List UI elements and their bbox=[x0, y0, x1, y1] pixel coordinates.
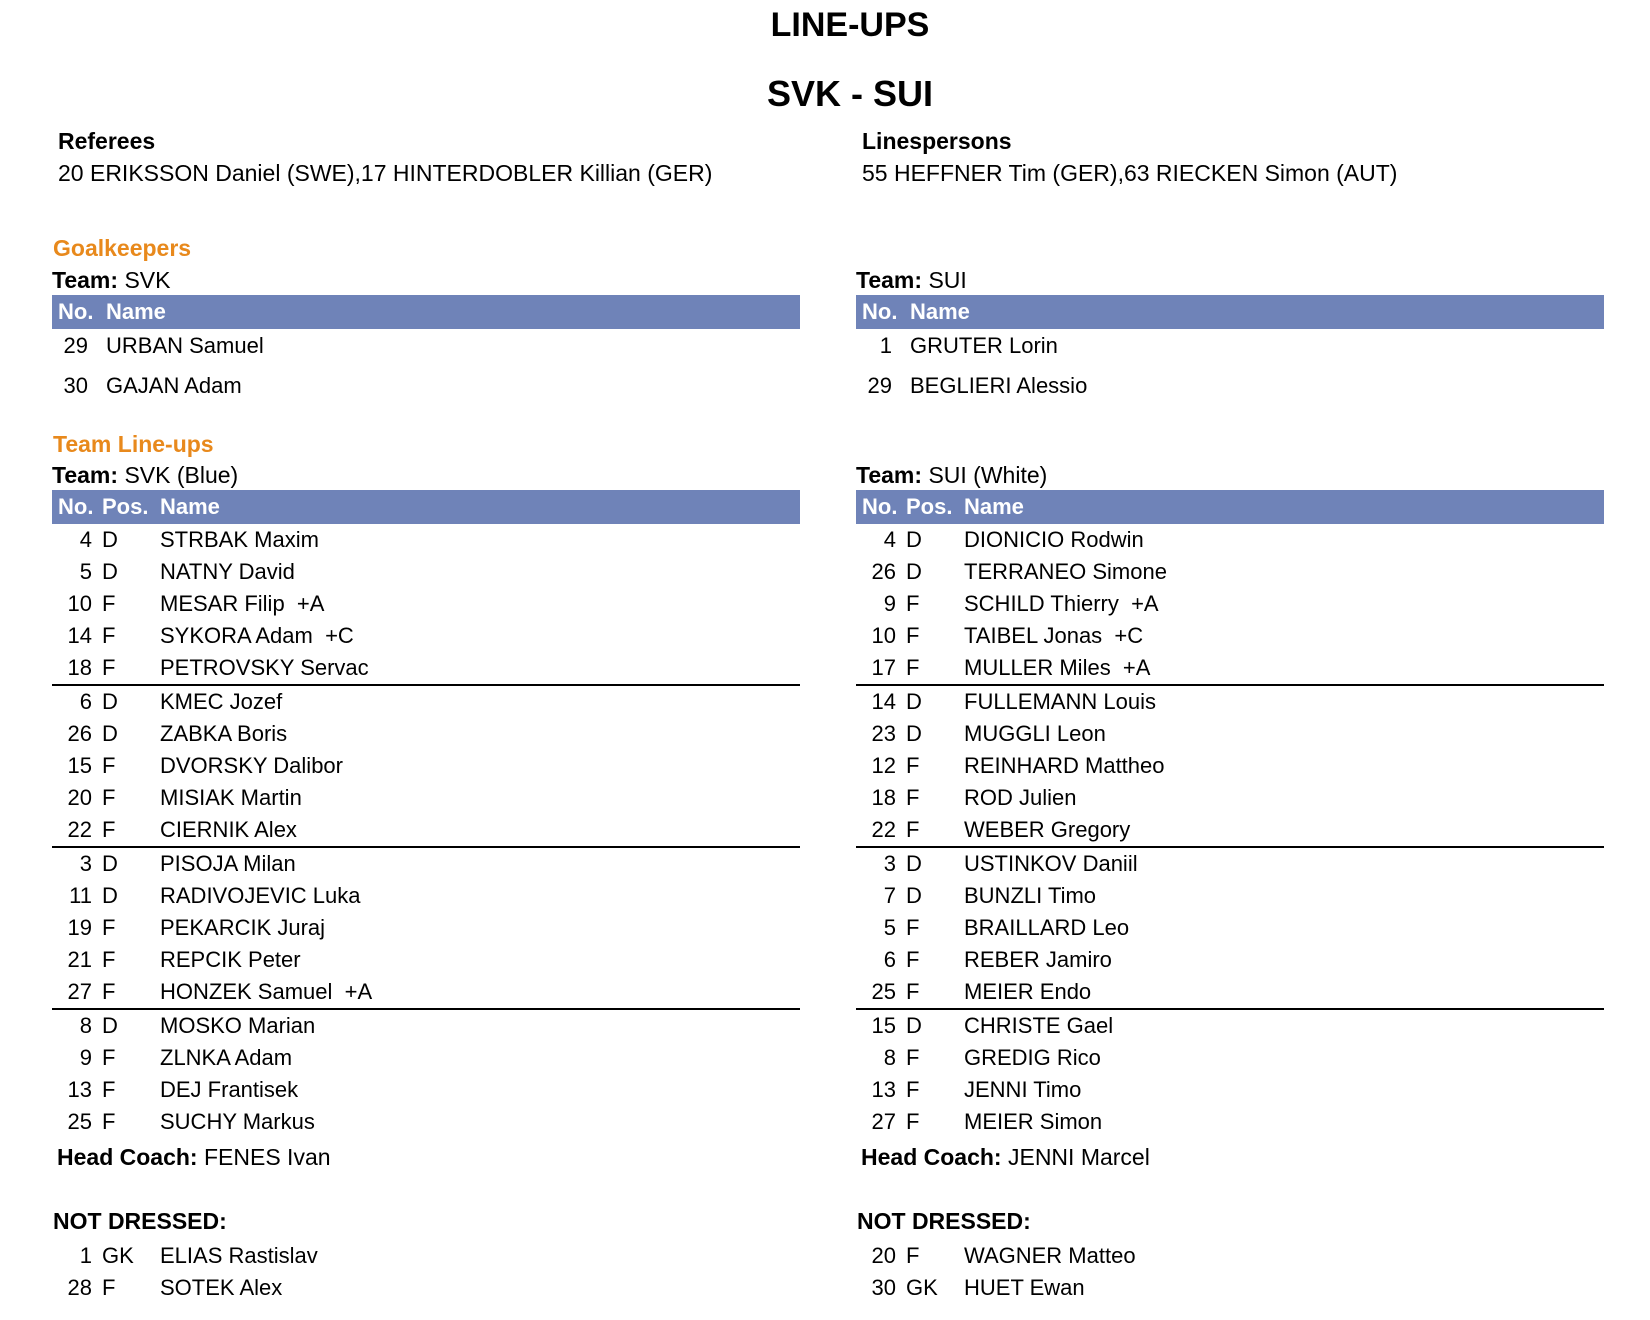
svk-coach-name: FENES Ivan bbox=[203, 1144, 331, 1170]
goalkeepers-section-title: Goalkeepers bbox=[53, 235, 192, 261]
player-number: 17 bbox=[871, 655, 896, 680]
header-no: No. bbox=[862, 494, 898, 519]
player-name: SOTEK Alex bbox=[160, 1275, 283, 1300]
table-row bbox=[856, 976, 1604, 1008]
player-name: GAJAN Adam bbox=[106, 373, 242, 398]
sui-coach-name: JENNI Marcel bbox=[1007, 1144, 1150, 1170]
player-number: 13 bbox=[871, 1077, 896, 1102]
svk-lineup-team: SVK (Blue) bbox=[124, 462, 239, 488]
lineup-table-header bbox=[52, 490, 800, 524]
table-row bbox=[52, 1042, 800, 1074]
player-number: 28 bbox=[67, 1275, 92, 1300]
table-row bbox=[856, 782, 1604, 814]
player-name: MEIER Simon bbox=[964, 1109, 1103, 1134]
table-row bbox=[52, 524, 800, 556]
header-no: No. bbox=[862, 299, 898, 324]
player-number: 18 bbox=[67, 655, 92, 680]
sui-head-coach bbox=[861, 1144, 1150, 1171]
player-number: 25 bbox=[67, 1109, 92, 1134]
player-position: F bbox=[906, 1243, 920, 1268]
table-row bbox=[52, 588, 800, 620]
table-row bbox=[52, 329, 800, 369]
player-position: D bbox=[906, 689, 922, 714]
player-number: 14 bbox=[67, 623, 92, 648]
player-name: PETROVSKY Servac bbox=[160, 655, 369, 680]
player-position: F bbox=[906, 979, 920, 1004]
player-number: 10 bbox=[67, 591, 92, 616]
svk-lineup bbox=[52, 460, 800, 1138]
player-name: WEBER Gregory bbox=[964, 817, 1131, 842]
player-name: REBER Jamiro bbox=[964, 947, 1112, 972]
table-row bbox=[52, 1010, 800, 1042]
player-number: 27 bbox=[871, 1109, 896, 1134]
referees-value: 20 ERIKSSON Daniel (SWE),17 HINTERDOBLER Killian (GER) bbox=[58, 160, 713, 186]
player-number: 1 bbox=[79, 1243, 92, 1268]
sui-line-2 bbox=[856, 686, 1604, 848]
table-row bbox=[856, 686, 1604, 718]
match-title: SVK - SUI bbox=[766, 73, 934, 114]
table-row bbox=[52, 652, 800, 684]
player-name: MOSKO Marian bbox=[160, 1013, 316, 1038]
player-position: F bbox=[906, 915, 920, 940]
table-row bbox=[856, 369, 1604, 409]
table-row bbox=[856, 524, 1604, 556]
table-row bbox=[52, 620, 800, 652]
sui-line-1 bbox=[856, 524, 1604, 686]
player-number: 26 bbox=[871, 559, 896, 584]
table-row bbox=[52, 976, 800, 1008]
player-name: URBAN Samuel bbox=[106, 333, 264, 358]
player-position: F bbox=[906, 1045, 920, 1070]
player-name: CIERNIK Alex bbox=[160, 817, 297, 842]
player-position: D bbox=[906, 721, 922, 746]
header-no: No. bbox=[58, 494, 94, 519]
player-number: 19 bbox=[67, 915, 92, 940]
player-position: F bbox=[906, 655, 920, 680]
player-name: MEIER Endo bbox=[964, 979, 1092, 1004]
player-position: F bbox=[102, 1275, 116, 1300]
sui-gk-team: SUI bbox=[928, 267, 967, 293]
player-position: F bbox=[906, 1077, 920, 1102]
player-number: 29 bbox=[63, 333, 88, 358]
player-number: 30 bbox=[871, 1275, 896, 1300]
player-position: F bbox=[906, 753, 920, 778]
sui-lineup-team-line bbox=[856, 460, 1604, 490]
player-name: BRAILLARD Leo bbox=[964, 915, 1130, 940]
player-position: D bbox=[906, 1013, 922, 1038]
player-position: D bbox=[102, 721, 118, 746]
team-label: Team: bbox=[52, 462, 119, 488]
player-name: ZABKA Boris bbox=[160, 721, 288, 746]
lineup-table-header bbox=[856, 490, 1604, 524]
player-number: 3 bbox=[883, 851, 896, 876]
player-name: BUNZLI Timo bbox=[964, 883, 1097, 908]
player-name: FULLEMANN Louis bbox=[964, 689, 1156, 714]
player-name: ELIAS Rastislav bbox=[160, 1243, 318, 1268]
header-name: Name bbox=[160, 494, 220, 519]
sui-lineup bbox=[856, 460, 1604, 1138]
player-name: WAGNER Matteo bbox=[964, 1243, 1136, 1268]
gk-table-header bbox=[856, 295, 1604, 329]
svk-goalkeepers bbox=[52, 265, 800, 409]
player-number: 22 bbox=[67, 817, 92, 842]
table-row bbox=[52, 369, 800, 409]
player-number: 10 bbox=[871, 623, 896, 648]
player-name: STRBAK Maxim bbox=[160, 527, 319, 552]
player-number: 25 bbox=[871, 979, 896, 1004]
table-row bbox=[52, 848, 800, 880]
player-name: MULLER Miles +A bbox=[964, 655, 1151, 680]
player-number: 5 bbox=[883, 915, 896, 940]
player-number: 8 bbox=[883, 1045, 896, 1070]
svk-line-3 bbox=[52, 848, 800, 1010]
table-row bbox=[856, 848, 1604, 880]
table-row bbox=[52, 944, 800, 976]
player-name: DEJ Frantisek bbox=[160, 1077, 299, 1102]
player-position: F bbox=[102, 655, 116, 680]
player-position: D bbox=[906, 559, 922, 584]
svk-line-4 bbox=[52, 1010, 800, 1138]
player-name: TERRANEO Simone bbox=[964, 559, 1167, 584]
player-name: PISOJA Milan bbox=[160, 851, 296, 876]
sui-line-3 bbox=[856, 848, 1604, 1010]
table-row bbox=[856, 329, 1604, 369]
player-number: 4 bbox=[883, 527, 896, 552]
player-number: 6 bbox=[79, 689, 92, 714]
player-position: D bbox=[906, 851, 922, 876]
player-name: REPCIK Peter bbox=[160, 947, 301, 972]
table-row bbox=[52, 750, 800, 782]
player-position: F bbox=[102, 785, 116, 810]
table-row bbox=[856, 620, 1604, 652]
table-row bbox=[856, 652, 1604, 684]
player-number: 7 bbox=[883, 883, 896, 908]
player-name: MUGGLI Leon bbox=[964, 721, 1106, 746]
header-pos: Pos. bbox=[102, 494, 149, 519]
player-number: 14 bbox=[871, 689, 896, 714]
table-row bbox=[52, 1074, 800, 1106]
table-row bbox=[52, 718, 800, 750]
player-number: 23 bbox=[871, 721, 896, 746]
gk-table-header bbox=[52, 295, 800, 329]
player-number: 15 bbox=[67, 753, 92, 778]
svk-line-2 bbox=[52, 686, 800, 848]
coach-label: Head Coach: bbox=[861, 1144, 1002, 1170]
table-row bbox=[856, 1240, 1604, 1272]
player-name: REINHARD Mattheo bbox=[964, 753, 1165, 778]
player-number: 13 bbox=[67, 1077, 92, 1102]
player-number: 6 bbox=[883, 947, 896, 972]
referees-label: Referees bbox=[58, 128, 156, 154]
table-row bbox=[52, 912, 800, 944]
player-position: F bbox=[906, 591, 920, 616]
player-number: 20 bbox=[871, 1243, 896, 1268]
header-no: No. bbox=[58, 299, 94, 324]
table-row bbox=[52, 1106, 800, 1138]
team-label: Team: bbox=[856, 462, 923, 488]
svk-gk-team-line bbox=[52, 265, 800, 295]
table-row bbox=[52, 686, 800, 718]
svk-line-1 bbox=[52, 524, 800, 686]
player-name: DIONICIO Rodwin bbox=[964, 527, 1144, 552]
player-number: 22 bbox=[871, 817, 896, 842]
player-number: 8 bbox=[79, 1013, 92, 1038]
player-name: BEGLIERI Alessio bbox=[910, 373, 1088, 398]
team-label: Team: bbox=[52, 267, 119, 293]
player-name: MESAR Filip +A bbox=[160, 591, 325, 616]
table-row bbox=[856, 1042, 1604, 1074]
player-position: F bbox=[906, 817, 920, 842]
sui-not-dressed bbox=[856, 1240, 1604, 1304]
header-name: Name bbox=[910, 299, 970, 324]
table-row bbox=[856, 718, 1604, 750]
player-name: USTINKOV Daniil bbox=[964, 851, 1138, 876]
coach-label: Head Coach: bbox=[57, 1144, 198, 1170]
page-title: LINE-UPS bbox=[770, 6, 930, 44]
sui-gk-team-line bbox=[856, 265, 1604, 295]
player-number: 5 bbox=[79, 559, 92, 584]
player-position: D bbox=[102, 689, 118, 714]
table-row bbox=[856, 1272, 1604, 1304]
player-number: 3 bbox=[79, 851, 92, 876]
player-name: CHRISTE Gael bbox=[964, 1013, 1114, 1038]
player-number: 26 bbox=[67, 721, 92, 746]
player-position: F bbox=[906, 623, 920, 648]
player-position: F bbox=[102, 1109, 116, 1134]
table-row bbox=[52, 814, 800, 846]
player-name: ROD Julien bbox=[964, 785, 1077, 810]
player-number: 12 bbox=[871, 753, 896, 778]
player-name: TAIBEL Jonas +C bbox=[964, 623, 1144, 648]
table-row bbox=[52, 782, 800, 814]
player-number: 30 bbox=[63, 373, 88, 398]
sui-line-4 bbox=[856, 1010, 1604, 1138]
svk-gk-team: SVK bbox=[124, 267, 171, 293]
player-name: SCHILD Thierry +A bbox=[964, 591, 1159, 616]
table-row bbox=[856, 750, 1604, 782]
player-name: SUCHY Markus bbox=[160, 1109, 315, 1134]
player-position: F bbox=[102, 753, 116, 778]
table-row bbox=[52, 1272, 800, 1304]
linespersons-value: 55 HEFFNER Tim (GER),63 RIECKEN Simon (AUT) bbox=[862, 160, 1398, 186]
player-name: DVORSKY Dalibor bbox=[160, 753, 343, 778]
player-name: ZLNKA Adam bbox=[160, 1045, 293, 1070]
player-position: GK bbox=[102, 1243, 134, 1268]
player-position: F bbox=[102, 915, 116, 940]
player-number: 29 bbox=[867, 373, 892, 398]
linespersons-label: Linespersons bbox=[862, 128, 1012, 154]
player-number: 20 bbox=[67, 785, 92, 810]
player-position: D bbox=[102, 1013, 118, 1038]
table-row bbox=[856, 944, 1604, 976]
table-row bbox=[856, 880, 1604, 912]
player-position: F bbox=[102, 947, 116, 972]
player-name: SYKORA Adam +C bbox=[160, 623, 354, 648]
player-name: PEKARCIK Juraj bbox=[160, 915, 326, 940]
player-name: HONZEK Samuel +A bbox=[160, 979, 373, 1004]
player-number: 11 bbox=[69, 883, 92, 908]
player-position: F bbox=[102, 979, 116, 1004]
player-name: GREDIG Rico bbox=[964, 1045, 1101, 1070]
lineups-section-title: Team Line-ups bbox=[53, 431, 214, 457]
player-position: F bbox=[906, 1109, 920, 1134]
player-name: NATNY David bbox=[160, 559, 295, 584]
table-row bbox=[52, 880, 800, 912]
player-name: GRUTER Lorin bbox=[910, 333, 1058, 358]
sui-not-dressed-title: NOT DRESSED: bbox=[857, 1208, 1031, 1234]
player-position: F bbox=[906, 947, 920, 972]
table-row bbox=[52, 1240, 800, 1272]
player-position: D bbox=[102, 883, 118, 908]
player-name: MISIAK Martin bbox=[160, 785, 302, 810]
player-number: 21 bbox=[67, 947, 92, 972]
header-name: Name bbox=[964, 494, 1024, 519]
player-position: D bbox=[102, 527, 118, 552]
player-position: D bbox=[102, 851, 118, 876]
player-position: D bbox=[906, 527, 922, 552]
player-name: RADIVOJEVIC Luka bbox=[160, 883, 361, 908]
player-number: 9 bbox=[79, 1045, 92, 1070]
player-position: D bbox=[906, 883, 922, 908]
svk-head-coach bbox=[57, 1144, 331, 1171]
team-label: Team: bbox=[856, 267, 923, 293]
player-number: 4 bbox=[79, 527, 92, 552]
player-number: 18 bbox=[871, 785, 896, 810]
player-number: 27 bbox=[67, 979, 92, 1004]
table-row bbox=[856, 1010, 1604, 1042]
player-name: JENNI Timo bbox=[964, 1077, 1082, 1102]
header-pos: Pos. bbox=[906, 494, 953, 519]
player-position: F bbox=[102, 623, 116, 648]
sui-lineup-team: SUI (White) bbox=[928, 462, 1048, 488]
table-row bbox=[856, 912, 1604, 944]
table-row bbox=[856, 1106, 1604, 1138]
player-number: 9 bbox=[883, 591, 896, 616]
table-row bbox=[52, 556, 800, 588]
player-position: F bbox=[102, 1045, 116, 1070]
player-name: HUET Ewan bbox=[964, 1275, 1085, 1300]
player-name: KMEC Jozef bbox=[160, 689, 283, 714]
player-position: F bbox=[906, 785, 920, 810]
player-position: F bbox=[102, 591, 116, 616]
header-name: Name bbox=[106, 299, 166, 324]
svk-lineup-team-line bbox=[52, 460, 800, 490]
table-row bbox=[856, 588, 1604, 620]
table-row bbox=[856, 556, 1604, 588]
svk-not-dressed bbox=[52, 1240, 800, 1304]
table-row bbox=[856, 1074, 1604, 1106]
player-position: F bbox=[102, 817, 116, 842]
svk-not-dressed-title: NOT DRESSED: bbox=[53, 1208, 227, 1234]
player-position: D bbox=[102, 559, 118, 584]
table-row bbox=[856, 814, 1604, 846]
player-number: 1 bbox=[879, 333, 892, 358]
player-number: 15 bbox=[871, 1013, 896, 1038]
player-position: F bbox=[102, 1077, 116, 1102]
player-position: GK bbox=[906, 1275, 938, 1300]
sui-goalkeepers bbox=[856, 265, 1604, 409]
